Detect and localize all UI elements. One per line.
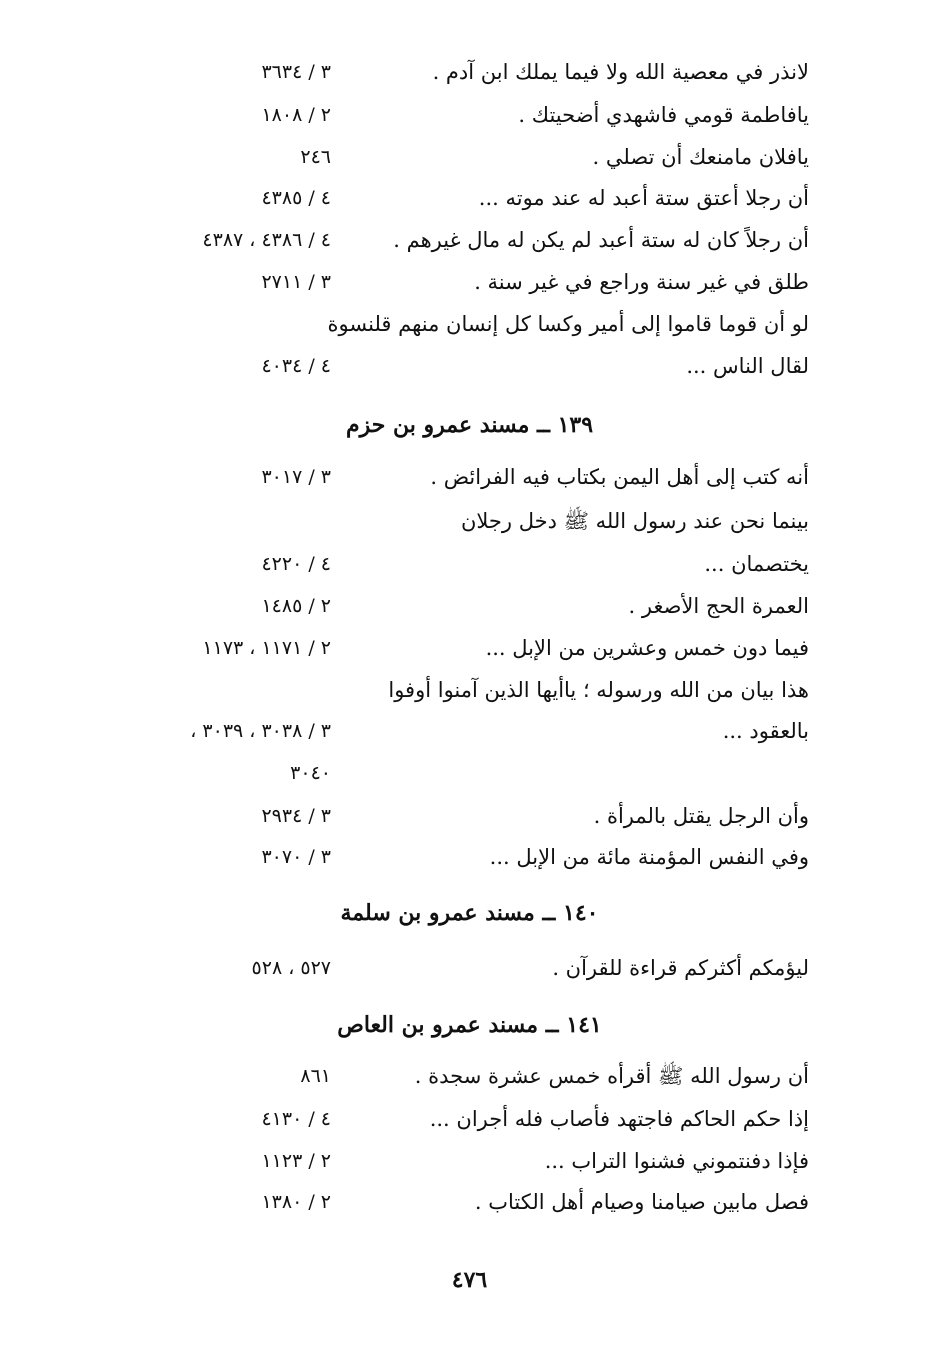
index-entry bbox=[129, 950, 809, 986]
index-entry bbox=[129, 1101, 809, 1137]
index-entry bbox=[129, 503, 809, 539]
index-entry bbox=[129, 798, 809, 834]
entry-reference: ٣ / ٢٩٣٤ bbox=[261, 805, 331, 827]
entry-text: بينما نحن عند رسول الله ﷺ دخل رجلان bbox=[460, 509, 809, 533]
index-entry bbox=[129, 588, 809, 624]
index-entry bbox=[129, 755, 809, 791]
entry-text: فيما دون خمس وعشرين من الإبل ... bbox=[485, 636, 809, 660]
entry-reference: ٣ / ٣٠٣٨ ، ٣٠٣٩ ، bbox=[190, 720, 331, 742]
index-entry bbox=[129, 713, 809, 749]
entry-text: فصل مابين صيامنا وصيام أهل الكتاب . bbox=[474, 1190, 809, 1214]
entry-reference: ٣٠٤٠ bbox=[290, 762, 331, 784]
entry-text: أنه كتب إلى أهل اليمن بكتاب فيه الفرائض . bbox=[430, 465, 809, 489]
entry-text: إذا حكم الحاكم فاجتهد فأصاب فله أجران ... bbox=[429, 1107, 809, 1131]
section-heading: ١٣٩ ــ مسند عمرو بن حزم bbox=[345, 412, 594, 438]
entry-text: يختصمان ... bbox=[704, 552, 809, 576]
entry-text: العمرة الحج الأصغر . bbox=[628, 594, 809, 618]
index-entry bbox=[129, 306, 809, 342]
index-entry bbox=[129, 1058, 809, 1094]
entry-text: لو أن قوما قاموا إلى أمير وكسا كل إنسان منهم قلنسوة bbox=[327, 312, 809, 336]
entry-reference: ٤ / ٤٣٨٥ bbox=[261, 187, 331, 209]
index-entry bbox=[129, 1184, 809, 1220]
entry-reference: ٣ / ٣٠١٧ bbox=[261, 466, 331, 488]
entry-text: وأن الرجل يقتل بالمرأة . bbox=[593, 804, 809, 828]
entry-text: وفي النفس المؤمنة مائة من الإبل ... bbox=[489, 845, 809, 869]
entry-text: أن رجلاً كان له ستة أعبد لم يكن له مال غيرهم . bbox=[393, 228, 809, 252]
entry-text: يافلان مامنعك أن تصلي . bbox=[592, 145, 809, 169]
index-entry bbox=[129, 1143, 809, 1179]
entry-text: طلق في غير سنة وراجع في غير سنة . bbox=[474, 270, 809, 294]
entry-reference: ٣ / ٣٦٣٤ bbox=[261, 61, 331, 83]
entry-reference: ٣ / ٣٠٧٠ bbox=[261, 846, 331, 868]
entry-text: لانذر في معصية الله ولا فيما يملك ابن آدم . bbox=[432, 60, 809, 84]
entry-reference: ٢ / ١٣٨٠ bbox=[261, 1191, 331, 1213]
entry-reference: ٣ / ٢٧١١ bbox=[261, 271, 331, 293]
entry-reference: ٥٢٧ ، ٥٢٨ bbox=[251, 957, 331, 979]
entry-reference: ٢ / ١٨٠٨ bbox=[261, 104, 331, 126]
entry-reference: ٢ / ١١٢٣ bbox=[261, 1150, 331, 1172]
entry-reference: ٤ / ٤٠٣٤ bbox=[261, 355, 331, 377]
entry-reference: ٢ / ١٤٨٥ bbox=[261, 595, 331, 617]
entry-reference: ٢٤٦ bbox=[300, 146, 331, 168]
index-entry bbox=[129, 630, 809, 666]
index-entry bbox=[129, 180, 809, 216]
entry-text: هذا بيان من الله ورسوله ؛ ياأيها الذين آمنوا أوفوا bbox=[388, 678, 809, 702]
index-entry bbox=[129, 264, 809, 300]
entry-reference: ٤ / ٤١٣٠ bbox=[261, 1108, 331, 1130]
section-heading: ١٤٠ ــ مسند عمرو بن سلمة bbox=[340, 900, 599, 926]
index-entry bbox=[129, 546, 809, 582]
index-entry bbox=[129, 839, 809, 875]
entry-text: ليؤمكم أكثركم قراءة للقرآن . bbox=[552, 956, 809, 980]
entry-text: فإذا دفنتموني فشنوا التراب ... bbox=[544, 1149, 809, 1173]
entry-reference: ٢ / ١١٧١ ، ١١٧٣ bbox=[202, 637, 331, 659]
index-entry bbox=[129, 222, 809, 258]
index-entry bbox=[129, 139, 809, 175]
section-heading: ١٤١ ــ مسند عمرو بن العاص bbox=[337, 1012, 602, 1038]
index-entry bbox=[129, 54, 809, 90]
entry-text: لقال الناس ... bbox=[686, 354, 809, 378]
index-entry bbox=[129, 348, 809, 384]
entry-text: أن رجلا أعتق ستة أعبد له عند موته ... bbox=[478, 186, 809, 210]
entry-reference: ٤ / ٤٣٨٦ ، ٤٣٨٧ bbox=[202, 229, 331, 251]
entry-text: أن رسول الله ﷺ أقرأه خمس عشرة سجدة . bbox=[414, 1064, 809, 1088]
index-entry bbox=[129, 97, 809, 133]
entry-text: بالعقود ... bbox=[722, 719, 809, 743]
entry-reference: ٤ / ٤٢٢٠ bbox=[261, 553, 331, 575]
entry-text: يافاطمة قومي فاشهدي أضحيتك . bbox=[518, 103, 809, 127]
index-entry bbox=[129, 459, 809, 495]
page-number: ٤٧٦ bbox=[451, 1267, 488, 1293]
entry-reference: ٨٦١ bbox=[300, 1065, 331, 1087]
index-entry bbox=[129, 672, 809, 708]
